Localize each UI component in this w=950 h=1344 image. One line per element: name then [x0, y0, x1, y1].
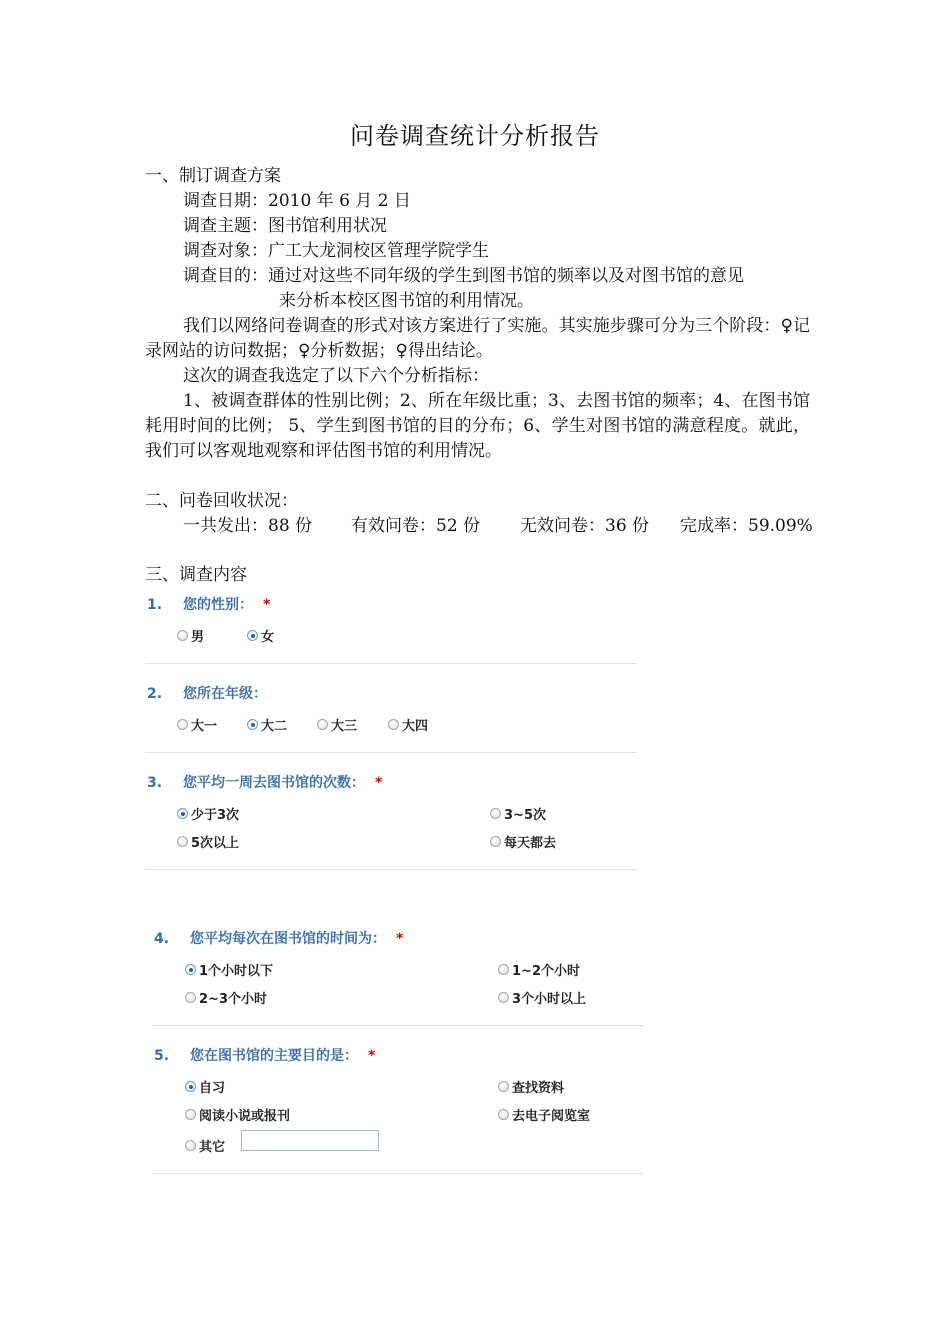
radio-selected[interactable] [247, 630, 258, 641]
indicator-intro: 这次的调查我选定了以下六个分析指标： [183, 366, 489, 386]
stat-sent: 一共发出：88 份 [183, 516, 313, 536]
section3-heading: 三、调查内容 [145, 565, 247, 585]
question-text: 您平均一周去图书馆的次数： [183, 775, 365, 791]
radio-unselected[interactable] [498, 1109, 509, 1120]
radio-selected[interactable] [185, 1081, 196, 1092]
option-grade-4[interactable]: 大四 [388, 715, 428, 734]
required-mark: * [263, 597, 271, 613]
question-text: 您平均每次在图书馆的时间为： [190, 931, 386, 947]
option-daily[interactable]: 每天都去 [490, 832, 556, 851]
report-title: 问卷调查统计分析报告 [350, 122, 600, 150]
radio-unselected[interactable] [498, 1081, 509, 1092]
option-other[interactable]: 其它 [185, 1136, 225, 1155]
question-text: 您的性别： [183, 597, 253, 613]
method-paragraph: 我们以网络问卷调查的形式对该方案进行了实施。其实施步骤可分为三个阶段：♀记录网站的访问数据；♀分析数据；♀得出结论。 [145, 316, 810, 361]
question-text: 您所在年级： [183, 686, 267, 702]
divider [152, 1025, 644, 1026]
survey-purpose-cont: 来分析本校区图书馆的利用情况。 [279, 291, 534, 311]
divider [145, 663, 637, 664]
option-e-reading-room[interactable]: 去电子阅览室 [498, 1105, 590, 1124]
radio-unselected[interactable] [185, 992, 196, 1003]
option-find-materials[interactable]: 查找资料 [498, 1077, 564, 1096]
divider [152, 1173, 644, 1174]
question-title [147, 683, 267, 703]
survey-subject: 调查对象：广工大龙洞校区管理学院学生 [183, 241, 489, 261]
question-title [147, 594, 270, 614]
stat-valid: 有效问卷：52 份 [351, 516, 481, 536]
option-male[interactable]: 男 [177, 626, 204, 645]
option-grade-3[interactable]: 大三 [317, 715, 357, 734]
question-number: 3. [147, 775, 163, 791]
radio-selected[interactable] [177, 808, 188, 819]
question-number: 5. [154, 1048, 170, 1064]
radio-unselected[interactable] [490, 808, 501, 819]
question-number: 2. [147, 686, 163, 702]
radio-unselected[interactable] [498, 964, 509, 975]
question-number: 1. [147, 597, 163, 613]
radio-unselected[interactable] [388, 719, 399, 730]
radio-unselected[interactable] [177, 836, 188, 847]
radio-unselected[interactable] [185, 1109, 196, 1120]
section1-heading: 一、制订调查方案 [145, 166, 281, 186]
other-text-input[interactable] [241, 1130, 379, 1151]
radio-unselected[interactable] [490, 836, 501, 847]
stat-rate: 完成率：59.09% [680, 516, 813, 536]
question-title [147, 772, 382, 792]
stat-invalid: 无效问卷：36 份 [520, 516, 650, 536]
survey-purpose: 调查目的：通过对这些不同年级的学生到图书馆的频率以及对图书馆的意见 [183, 266, 744, 286]
option-read-novels[interactable]: 阅读小说或报刊 [185, 1105, 290, 1124]
radio-unselected[interactable] [177, 719, 188, 730]
indicator-list: 1、被调查群体的性别比例；2、所在年级比重；3、去图书馆的频率；4、在图书馆耗用时间的比例； 5、学生到图书馆的目的分布；6、学生对图书馆的满意程度。就此，我们可以客观地观察和评估图书馆的利用情况。 [145, 391, 810, 461]
required-mark: * [368, 1048, 376, 1064]
option-self-study[interactable]: 自习 [185, 1077, 225, 1096]
question-title [154, 1045, 375, 1065]
section2-heading: 二、问卷回收状况： [145, 491, 298, 511]
radio-unselected[interactable] [317, 719, 328, 730]
question-title [154, 928, 403, 948]
radio-unselected[interactable] [498, 992, 509, 1003]
option-2-3h[interactable]: 2~3个小时 [185, 988, 267, 1007]
divider [145, 869, 637, 870]
option-female[interactable]: 女 [247, 626, 274, 645]
survey-topic: 调查主题：图书馆利用状况 [183, 216, 387, 236]
option-1-2h[interactable]: 1~2个小时 [498, 960, 580, 979]
option-3h-plus[interactable]: 3个小时以上 [498, 988, 586, 1007]
survey-date: 调查日期：2010 年 6 月 2 日 [183, 191, 411, 211]
question-text: 您在图书馆的主要目的是： [190, 1048, 358, 1064]
option-grade-1[interactable]: 大一 [177, 715, 217, 734]
radio-selected[interactable] [247, 719, 258, 730]
required-mark: * [375, 775, 383, 791]
option-5-plus[interactable]: 5次以上 [177, 832, 239, 851]
required-mark: * [396, 931, 404, 947]
divider [145, 752, 637, 753]
option-less-3[interactable]: 少于3次 [177, 804, 239, 823]
option-under-1h[interactable]: 1个小时以下 [185, 960, 273, 979]
radio-selected[interactable] [185, 964, 196, 975]
radio-unselected[interactable] [177, 630, 188, 641]
option-grade-2[interactable]: 大二 [247, 715, 287, 734]
radio-unselected[interactable] [185, 1140, 196, 1151]
option-3-5[interactable]: 3~5次 [490, 804, 546, 823]
question-number: 4. [154, 931, 170, 947]
